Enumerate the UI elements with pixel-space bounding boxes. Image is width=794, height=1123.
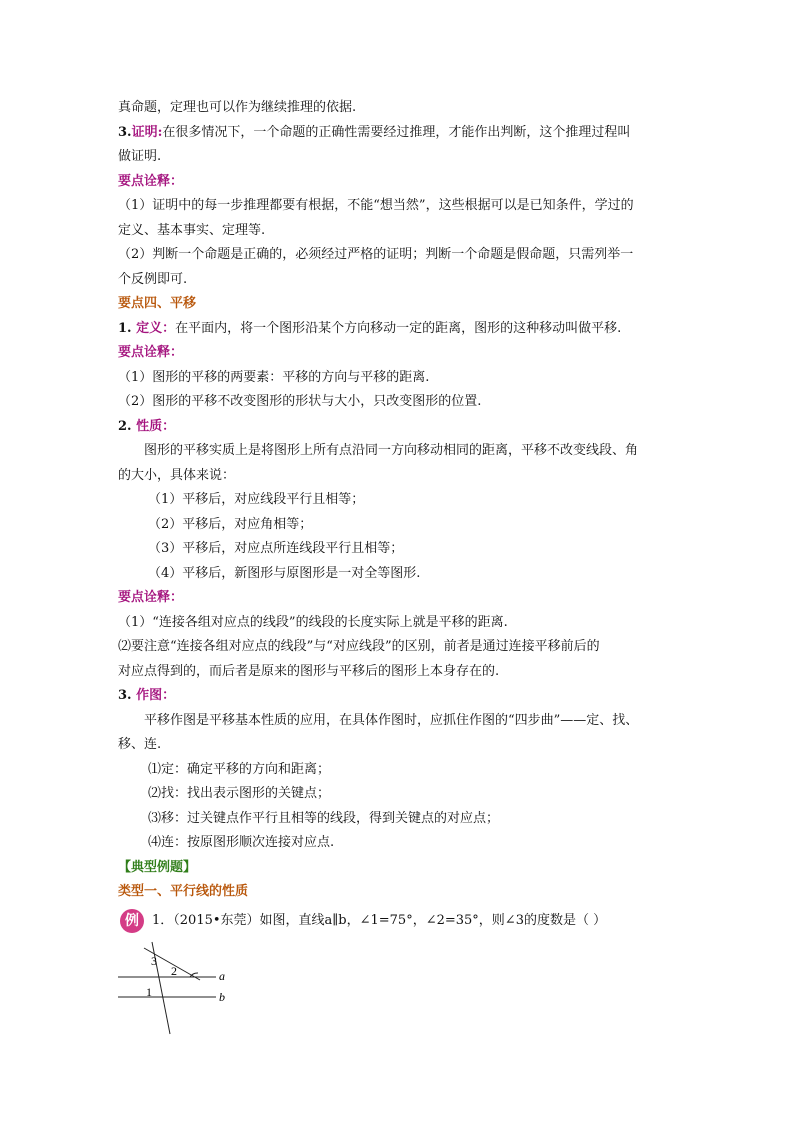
text-line: 对应点得到的，而后者是原来的图形与平移后的图形上本身存在的. [118,663,500,679]
text-line: 的大小，具体来说： [118,467,236,483]
note-heading: 要点诠释： [118,345,184,360]
text-line: （2）图形的平移不改变图形的形状与大小，只改变图形的位置. [118,394,482,409]
list-item: ⑵找：找出表示图形的关键点； [148,786,331,801]
list-item: ⑶移：过关键点作平行且相等的线段，得到关键点的对应点； [148,810,500,826]
text-line: 移、连. [118,737,162,752]
note-heading: 要点诠释： [118,590,184,605]
item-number: 3. [118,688,137,703]
line-a-label: a [219,969,225,983]
list-item: （4）平移后，新图形与原图形是一对全等图形. [148,565,421,581]
item-number: 2. [118,418,137,434]
example-badge-icon: 例 [120,909,144,933]
definition-line [118,317,680,342]
parallel-lines-figure [118,940,238,1035]
term-property: 性质： [136,418,176,434]
list-item: ⑴定：确定平移的方向和距离； [148,761,331,777]
note-heading: 要点诠释： [118,173,184,189]
section-heading: 要点四、平移 [118,296,197,311]
angle-1-label: 1 [146,985,152,999]
text-line: （1）“连接各组对应点的线段”的线段的长度实际上就是平移的距离. [118,614,508,630]
text-span: 在很多情况下，一个命题的正确性需要经过推理，才能作出判断，这个推理过程叫 [162,124,631,140]
text-line: 个反例即可. [118,271,188,287]
text-line: ⑵要注意“连接各组对应点的线段”与“对应线段”的区别，前者是通过连接平移前后的 [118,639,600,654]
property-heading [118,415,680,440]
text-line: 真命题，定理也可以作为继续推理的依据. [118,100,357,115]
text-line: （1）证明中的每一步推理都要有根据，不能“想当然”，这些根据可以是已知条件，学过的 [118,198,634,213]
text-line: 做证明. [118,149,162,164]
drawing-heading [118,684,680,709]
text-line: 定义、基本事实、定理等. [118,222,266,238]
proof-definition-line [118,121,680,146]
text-line: 图形的平移实质上是将图形上所有点沿同一方向移动相同的距离，平移不改变线段、角 [144,443,639,458]
line-b-label: b [219,990,225,1004]
list-item: （2）平移后，对应角相等； [148,516,313,532]
example-question [118,905,680,939]
text-line: 平移作图是平移基本性质的应用，在具体作图时，应抓住作图的“四步曲”——定、找、 [144,712,639,728]
text-line: （2）判断一个命题是正确的，必须经过严格的证明；判断一个命题是假命题，只需列举一 [118,247,634,262]
list-item: （1）平移后，对应线段平行且相等； [148,492,365,507]
item-number: 1. [118,320,137,336]
item-number: 3. [118,124,132,140]
text-line: （1）图形的平移的两要素：平移的方向与平移的距离. [118,369,430,385]
term-proof: 证明: [131,124,163,140]
angle-2-label: 2 [171,964,177,978]
typical-examples-heading: 【典型例题】 [118,859,197,875]
text-span: 在平面内，将一个图形沿某个方向移动一定的距离，图形的这种移动叫做平移. [175,320,622,336]
document-page [118,96,680,939]
list-item: ⑷连：按原图形顺次连接对应点. [148,835,335,850]
example-text: 1．（2015•东莞）如图，直线a∥b，∠1=75°，∠2=35°，则∠3的度数是（ ） [152,912,607,928]
angle-3-label: 3 [151,954,157,968]
term-drawing: 作图： [136,688,176,703]
type-heading: 类型一、平行线的性质 [118,884,249,899]
list-item: （3）平移后，对应点所连线段平行且相等； [148,541,404,556]
term-definition: 定义： [136,320,176,336]
